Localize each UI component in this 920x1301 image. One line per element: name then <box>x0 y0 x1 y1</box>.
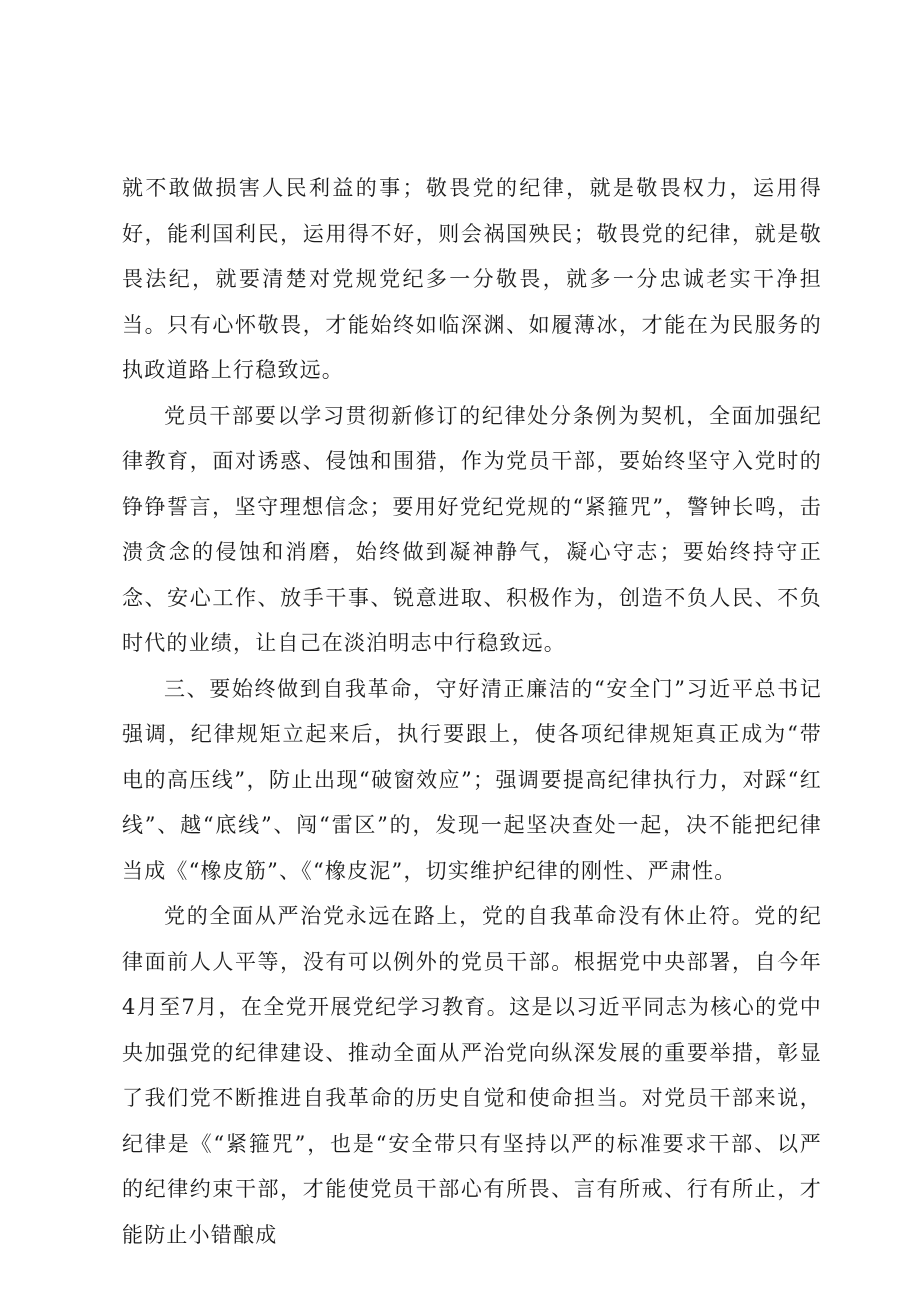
body-text <box>122 166 822 1258</box>
paragraph-3: 三、要始终做到自我革命，守好清正廉洁的“安全门”习近平总书记强调，纪律规矩立起来后，执行要跟上，使各项纪律规矩真正成为“带电的高压线”，防止出现“破窗效应”；强调要提高纪律执行力，对踩“红线”、越“底线”、闯“雷区”的，发现一起坚决查处一起，决不能把纪律当成《“橡皮筋”、《“橡皮泥”，切实维护纪律的刚性、严肃性。 <box>122 676 822 883</box>
paragraph-1: 就不敢做损害人民利益的事；敬畏党的纪律，就是敬畏权力，运用得好，能利国利民，运用得不好，则会祸国殃民；敬畏党的纪律，就是敬畏法纪，就要清楚对党规党纪多一分敬畏，就多一分忠诚老实干净担当。只有心怀敬畏，才能始终如临深渊、如履薄冰，才能在为民服务的执政道路上行稳致远。 <box>122 176 822 382</box>
paragraph-2: 党员干部要以学习贯彻新修订的纪律处分条例为契机，全面加强纪律教育，面对诱惑、侵蚀和围猎，作为党员干部，要始终坚守入党时的铮铮誓言，坚守理想信念；要用好党纪党规的“紧箍咒”，警钟长鸣，击溃贪念的侵蚀和消磨，始终做到凝神静气，凝心守志；要始终持守正念、安心工作、放手干事、锐意进取、积极作为，创造不负人民、不负时代的业绩，让自己在淡泊明志中行稳致远。 <box>122 403 822 655</box>
paragraph-4: 党的全面从严治党永远在路上，党的自我革命没有休止符。党的纪律面前人人平等，没有可以例外的党员干部。根据党中央部署，自今年4月至7月，在全党开展党纪学习教育。这是以习近平同志为核心的党中央加强党的纪律建设、推动全面从严治党向纵深发展的重要举措，彰显了我们党不断推进自我革命的历史自觉和使命担当。对党员干部来说，纪律是《“紧箍咒”，也是“安全带只有坚持以严的标准要求干部、以严的纪律约束干部，才能使党员干部心有所畏、言有所戒、行有所止，才能防止小错酿成 <box>122 904 822 1247</box>
